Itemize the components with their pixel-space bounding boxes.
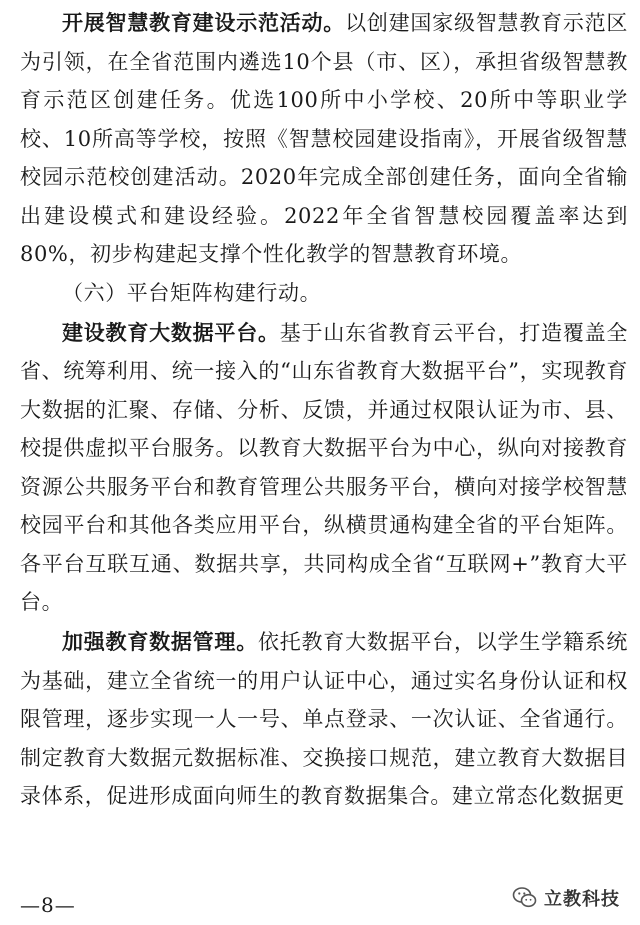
watermark-text: 立教科技 [544,889,620,910]
document-body [20,4,628,816]
paragraph-body: 依托教育大数据平台，以学生学籍系统为基础，建立全省统一的用户认证中心，通过实名身份认证和权限管理，逐步实现一人一号、单点登录、一次认证、全省通行。制定教育大数据元数据标准、交换接口规范，建立教育大数据目录体系，促进形成面向师生的教育数据集合。建立常态化数据更 [20,630,628,808]
paragraph-body: 以创建国家级智慧教育示范区为引领，在全省范围内遴选10个县（市、区），承担省级智慧教育示范区创建任务。优选100所中小学校、20所中等职业学校、10所高等学校，按照《智慧校园建设指南》，开展省级智慧校园示范校创建活动。2020年完成全部创建任务，面向全省输出建设模式和建设经验。2022年全省智慧校园覆盖率达到80%，初步构建起支撑个性化教学的智慧教育环境。 [20,11,628,266]
section-heading: （六）平台矩阵构建行动。 [62,280,322,305]
paragraph-smart-education-demo [20,4,628,274]
paragraph-lead: 建设教育大数据平台。 [62,320,280,345]
page-number: —8— [20,893,76,917]
paragraph-lead: 开展智慧教育建设示范活动。 [62,11,346,35]
paragraph-lead: 加强教育数据管理。 [62,630,258,654]
paragraph-data-management [20,623,628,816]
wechat-icon [512,885,538,911]
paragraph-big-data-platform [20,314,628,622]
wechat-watermark [504,881,628,915]
paragraph-body: 基于山东省教育云平台，打造覆盖全省、统筹利用、统一接入的“山东省教育大数据平台”，实现教育大数据的汇聚、存储、分析、反馈，并通过权限认证为市、县、校提供虚拟平台服务。以教育大数据平台为中心，纵向对接教育资源公共服务平台和教育管理公共服务平台，横向对接学校智慧校园平台和其他各类应用平台，纵横贯通构建全省的平台矩阵。各平台互联互通、数据共享，共同构成全省“互联网+”教育大平台。 [20,320,628,614]
